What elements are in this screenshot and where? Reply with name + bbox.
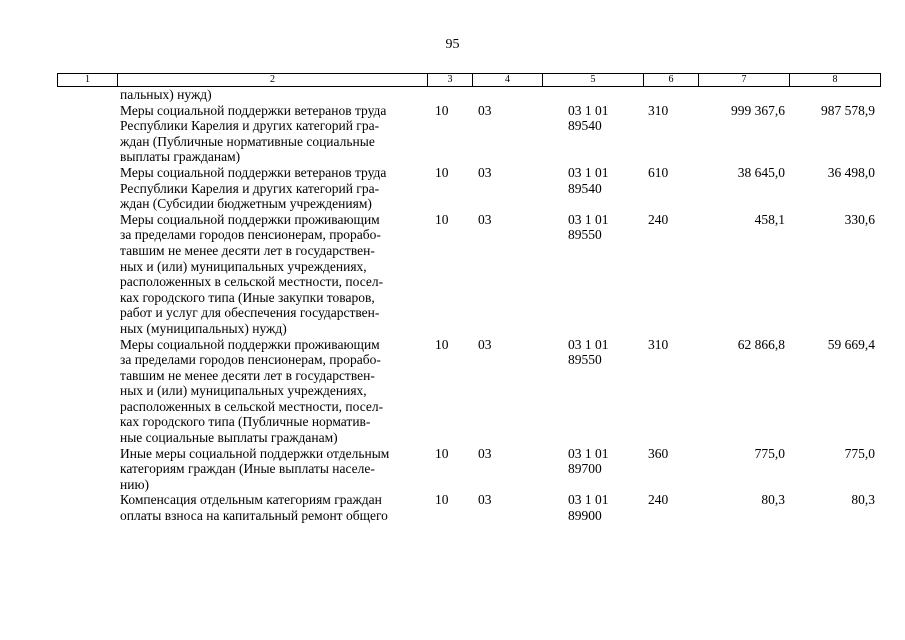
row-amount-1 bbox=[698, 87, 789, 103]
row-subsection: 03 bbox=[478, 492, 492, 508]
row-subsection: 03 bbox=[478, 102, 492, 118]
header-col-2: 2 bbox=[118, 74, 428, 86]
table-row bbox=[57, 492, 879, 523]
row-subsection: 03 bbox=[478, 164, 492, 180]
header-col-1: 1 bbox=[58, 74, 118, 86]
row-amount-2: 36 498,0 bbox=[827, 164, 875, 180]
row-name: пальных) нужд) bbox=[120, 87, 212, 102]
table-row bbox=[57, 212, 879, 337]
row-amount-1: 999 367,6 bbox=[731, 102, 785, 118]
page-number: 95 bbox=[445, 37, 460, 52]
header-col-5: 5 bbox=[543, 74, 644, 86]
row-expense-type: 360 bbox=[648, 445, 669, 461]
row-subsection bbox=[472, 87, 542, 103]
row-target-code: 03 1 01 89550 bbox=[568, 336, 609, 368]
row-amount-2: 330,6 bbox=[844, 211, 875, 227]
row-amount-2: 59 669,4 bbox=[827, 336, 875, 352]
row-subsection: 03 bbox=[478, 445, 492, 461]
row-col-1 bbox=[57, 87, 117, 103]
row-section: 10 bbox=[435, 211, 449, 227]
row-target-code: 03 1 01 89540 bbox=[568, 102, 609, 134]
row-expense-type: 310 bbox=[648, 336, 669, 352]
row-name: Меры социальной поддержки ветеранов труда Республики Карелия и других категорий гра- ждан (Субсидии бюджетным учреждениям) bbox=[120, 164, 387, 212]
row-col-1 bbox=[57, 337, 117, 446]
row-col-1 bbox=[57, 103, 117, 165]
row-amount-1: 38 645,0 bbox=[737, 164, 785, 180]
header-col-6: 6 bbox=[644, 74, 699, 86]
row-subsection: 03 bbox=[478, 211, 492, 227]
header-col-3: 3 bbox=[428, 74, 473, 86]
row-expense-type: 240 bbox=[648, 211, 669, 227]
table-body bbox=[57, 87, 879, 524]
row-expense-type bbox=[643, 87, 698, 103]
row-name: Иные меры социальной поддержки отдельным категориям граждан (Иные выплаты населе- нию) bbox=[120, 445, 390, 492]
row-amount-1: 80,3 bbox=[761, 492, 785, 508]
row-section bbox=[427, 87, 472, 103]
table-row bbox=[57, 337, 879, 446]
row-subsection: 03 bbox=[478, 336, 492, 352]
row-section: 10 bbox=[435, 102, 449, 118]
row-col-1 bbox=[57, 492, 117, 523]
row-amount-1: 775,0 bbox=[754, 445, 785, 461]
header-col-8: 8 bbox=[832, 74, 838, 85]
row-section: 10 bbox=[435, 164, 449, 180]
row-section: 10 bbox=[435, 445, 449, 461]
row-target-code: 03 1 01 89550 bbox=[568, 211, 609, 243]
row-col-1 bbox=[57, 212, 117, 337]
row-name: Меры социальной поддержки проживающим за пределами городов пенсионерам, прорабо- тавшим не менее десяти лет в государствен- ных и (или) муниципальных учреждениях, расположенных в сельской местности, посел- ках городского типа (Публичные норматив- ные социальные выплаты гражданам) bbox=[120, 336, 384, 446]
row-amount-2: 775,0 bbox=[844, 445, 875, 461]
row-expense-type: 610 bbox=[648, 164, 669, 180]
row-amount-1: 458,1 bbox=[754, 211, 785, 227]
row-target-code bbox=[542, 87, 643, 103]
row-amount-2: 80,3 bbox=[851, 492, 875, 508]
row-expense-type: 240 bbox=[648, 492, 669, 508]
row-name: Меры социальной поддержки проживающим за пределами городов пенсионерам, прорабо- тавшим не менее десяти лет в государствен- ных и (или) муниципальных учреждениях, расположенных в сельской местности, посел- ках городского типа (Иные закупки товаров, работ и услуг для обеспечения государствен- ных (муниципальных) нужд) bbox=[120, 211, 384, 336]
row-target-code: 03 1 01 89540 bbox=[568, 164, 609, 196]
table-row bbox=[57, 446, 879, 493]
row-target-code: 03 1 01 89700 bbox=[568, 445, 609, 477]
row-amount-2 bbox=[789, 87, 879, 103]
row-amount-1: 62 866,8 bbox=[737, 336, 785, 352]
table-row bbox=[57, 87, 879, 103]
row-col-1 bbox=[57, 165, 117, 212]
row-section: 10 bbox=[435, 336, 449, 352]
table-header bbox=[57, 73, 881, 87]
table-row bbox=[57, 103, 879, 165]
row-name: Меры социальной поддержки ветеранов труда Республики Карелия и других категорий гра- ждан (Публичные нормативные социальные выплаты гражданам) bbox=[120, 102, 387, 165]
header-col-4: 4 bbox=[473, 74, 543, 86]
row-target-code: 03 1 01 89900 bbox=[568, 492, 609, 524]
row-expense-type: 310 bbox=[648, 102, 669, 118]
header-col-7: 7 bbox=[699, 74, 790, 86]
table-row bbox=[57, 165, 879, 212]
row-section: 10 bbox=[435, 492, 449, 508]
row-amount-2: 987 578,9 bbox=[821, 102, 875, 118]
row-name: Компенсация отдельным категориям граждан оплаты взноса на капитальный ремонт общего bbox=[120, 492, 388, 524]
row-col-1 bbox=[57, 446, 117, 493]
